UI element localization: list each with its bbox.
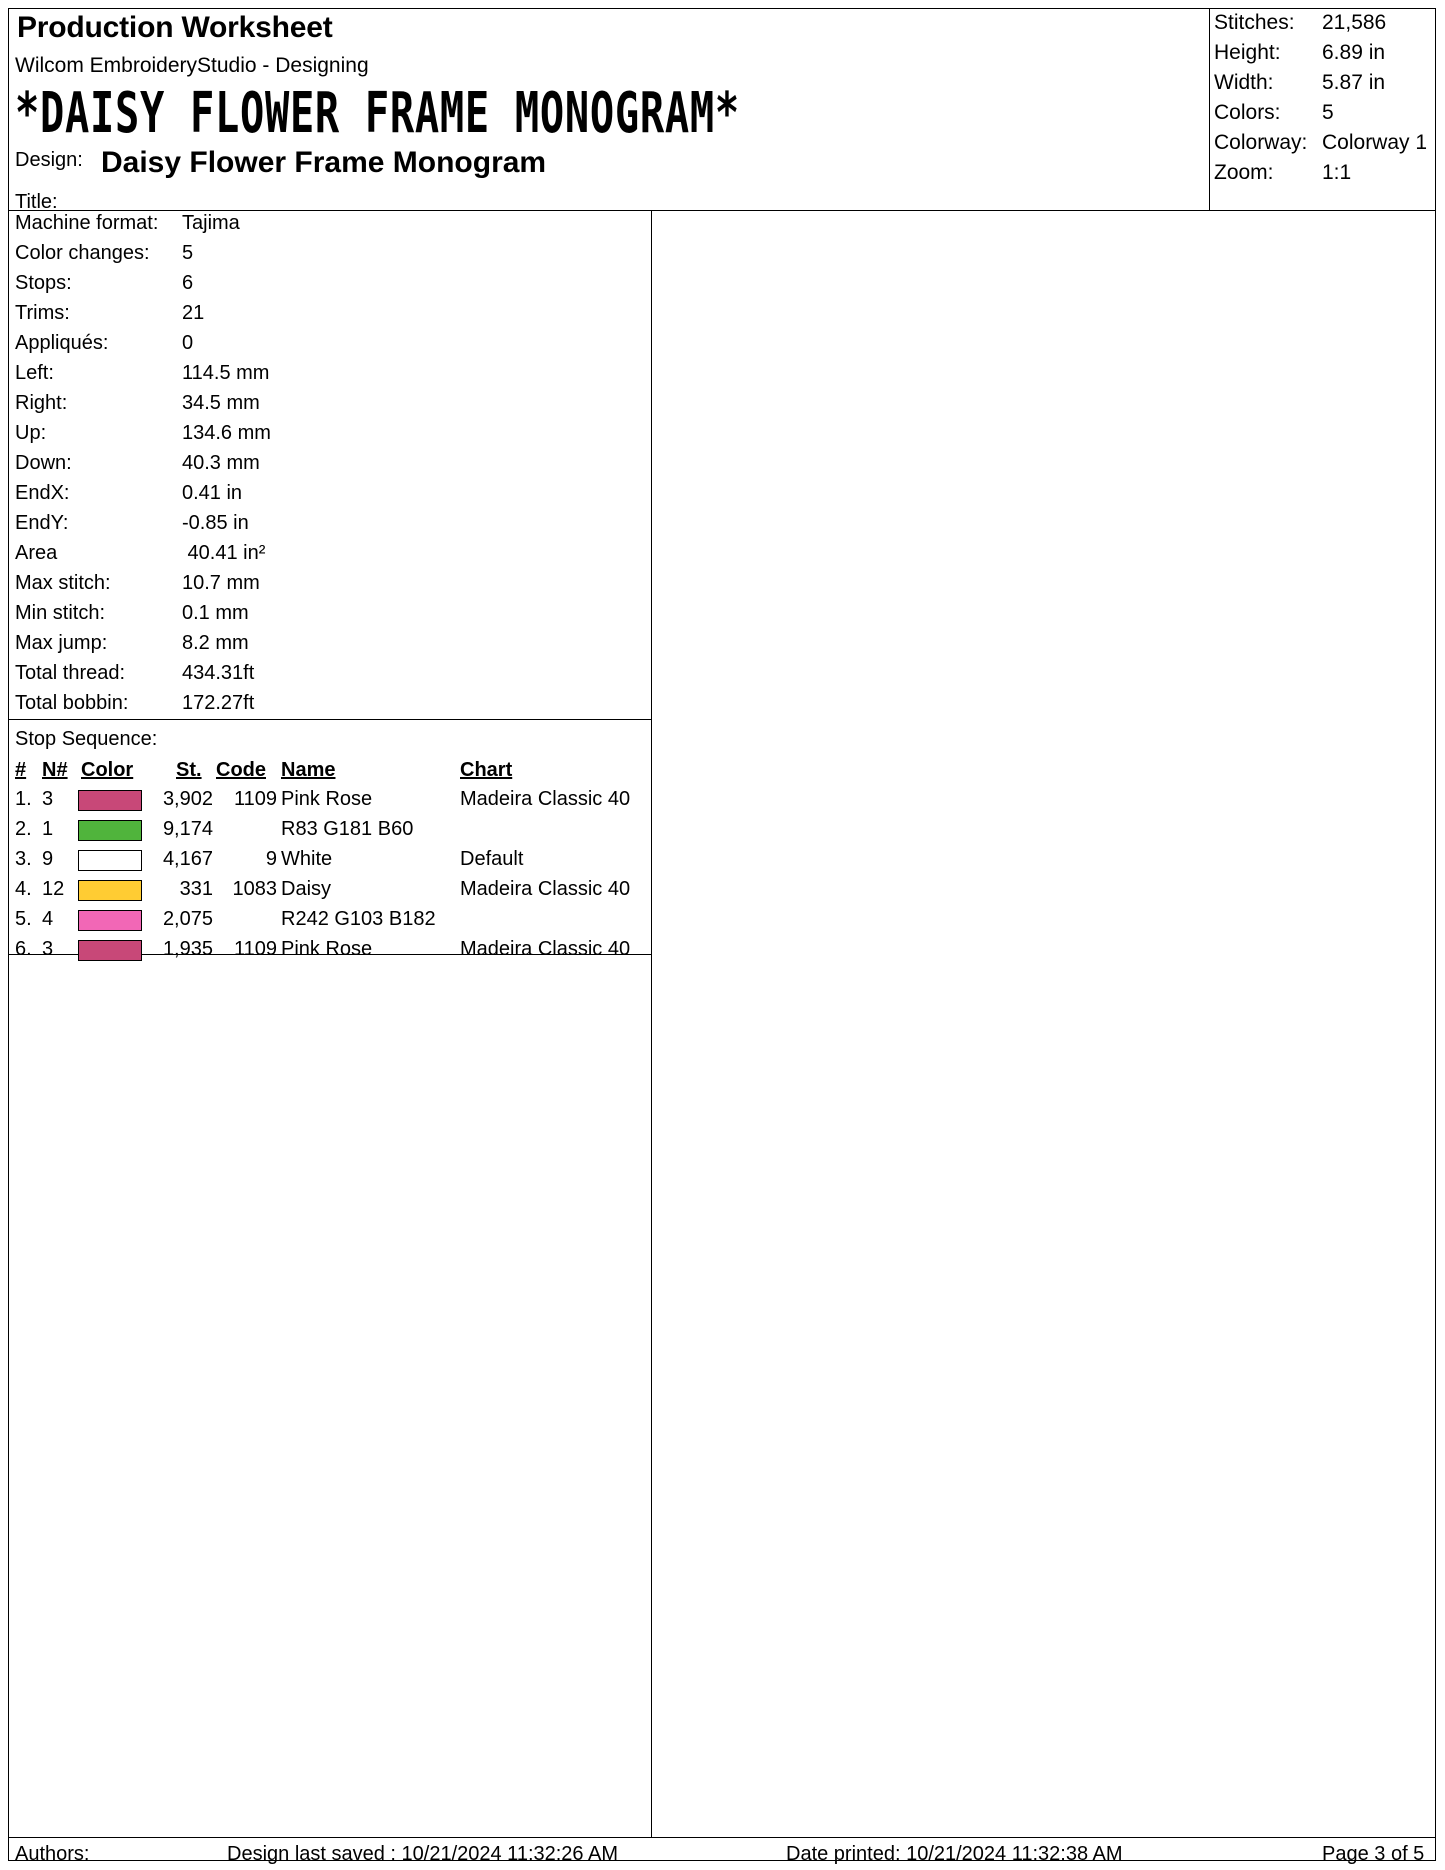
design-label: Design: — [15, 149, 83, 171]
header-stats-divider — [1209, 9, 1210, 211]
stat-value: 1:1 — [1322, 161, 1352, 184]
page-title: Production Worksheet — [17, 11, 333, 44]
info-label: Up: — [15, 422, 47, 444]
row-chart: Default — [460, 848, 524, 870]
info-label: Down: — [15, 452, 72, 474]
row-name: R83 G181 B60 — [281, 818, 414, 840]
row-index: 3. — [15, 848, 32, 870]
info-label: Machine format: — [15, 212, 159, 234]
stop-sequence-row — [9, 818, 649, 848]
row-stitches: 4,167 — [162, 848, 213, 870]
row-needle: 3 — [42, 938, 54, 960]
stat-value: 5.87 in — [1322, 71, 1386, 94]
worksheet-sheet — [8, 8, 1436, 1865]
color-swatch — [78, 820, 142, 841]
row-code: 1083 — [232, 878, 277, 900]
stop-sequence-row — [9, 938, 649, 968]
info-value: 10.7 mm — [182, 572, 260, 594]
row-needle: 4 — [42, 908, 54, 930]
col-header-chart: Chart — [460, 759, 513, 781]
design-file-name: *DAISY FLOWER FRAME MONOGRAM* — [15, 81, 740, 146]
info-bottom-rule — [9, 719, 651, 720]
stat-value: Colorway 1 — [1322, 131, 1428, 154]
row-code: 1109 — [233, 788, 277, 810]
info-label: Appliqués: — [15, 332, 109, 354]
row-index: 1. — [15, 788, 32, 810]
row-index: 2. — [15, 818, 32, 840]
info-label: Right: — [15, 392, 68, 414]
info-value: 40.41 in² — [182, 542, 266, 564]
color-swatch — [78, 940, 142, 961]
stop-sequence-row — [9, 878, 649, 908]
col-header-index: # — [15, 759, 27, 781]
info-label: EndX: — [15, 482, 70, 504]
stat-value: 6.89 in — [1322, 41, 1386, 64]
stop-sequence-row — [9, 788, 649, 818]
col-header-stitches: St. — [176, 759, 202, 781]
row-name: Pink Rose — [281, 788, 373, 810]
stop-sequence-label: Stop Sequence: — [15, 728, 158, 750]
footer-page-number: Page 3 of 5 — [1322, 1843, 1425, 1865]
header-bottom-rule — [9, 210, 1435, 211]
color-swatch — [78, 910, 142, 931]
row-needle: 3 — [42, 788, 54, 810]
info-value: 114.5 mm — [182, 362, 270, 384]
stat-label: Width: — [1214, 71, 1274, 94]
row-chart: Madeira Classic 40 — [460, 938, 631, 960]
stop-sequence-row — [9, 908, 649, 938]
row-name: R242 G103 B182 — [281, 908, 436, 930]
info-value: 34.5 mm — [182, 392, 260, 414]
info-value: 5 — [182, 242, 194, 264]
info-label: Total bobbin: — [15, 692, 129, 714]
info-value: 434.31ft — [182, 662, 255, 684]
row-name: White — [281, 848, 333, 870]
col-header-color: Color — [81, 759, 134, 781]
info-label: EndY: — [15, 512, 69, 534]
row-index: 4. — [15, 878, 32, 900]
footer-authors: Authors: — [15, 1843, 90, 1865]
info-label: Left: — [15, 362, 54, 384]
stat-label: Height: — [1214, 41, 1281, 64]
info-label: Max jump: — [15, 632, 108, 654]
color-swatch — [78, 790, 142, 811]
info-label: Trims: — [15, 302, 70, 324]
info-value: 172.27ft — [182, 692, 255, 714]
col-header-code: Code — [216, 759, 266, 781]
row-name: Pink Rose — [281, 938, 373, 960]
info-label: Total thread: — [15, 662, 126, 684]
info-value: 40.3 mm — [182, 452, 260, 474]
row-index: 5. — [15, 908, 32, 930]
stop-sequence-row — [9, 848, 649, 878]
row-chart: Madeira Classic 40 — [460, 788, 631, 810]
stat-label: Stitches: — [1214, 11, 1295, 34]
stat-value: 5 — [1322, 101, 1334, 124]
row-stitches: 331 — [179, 878, 213, 900]
app-name: Wilcom EmbroideryStudio - Designing — [15, 54, 369, 77]
stat-value: 21,586 — [1322, 11, 1387, 34]
color-swatch — [78, 880, 142, 901]
row-code: 1109 — [233, 938, 277, 960]
row-code: 9 — [265, 848, 277, 870]
column-divider — [651, 210, 652, 1838]
info-value: 6 — [182, 272, 194, 294]
footer-top-rule — [9, 1837, 1435, 1838]
info-value: 0 — [182, 332, 194, 354]
info-label: Stops: — [15, 272, 72, 294]
row-stitches: 3,902 — [162, 788, 213, 810]
footer-last-saved: Design last saved : 10/21/2024 11:32:26 AM — [227, 1843, 619, 1865]
row-needle: 1 — [42, 818, 54, 840]
footer-date-printed: Date printed: 10/21/2024 11:32:38 AM — [786, 1843, 1123, 1865]
col-header-needle: N# — [42, 759, 68, 781]
info-value: 134.6 mm — [182, 422, 271, 444]
stat-label: Colorway: — [1214, 131, 1308, 154]
info-value: 8.2 mm — [182, 632, 249, 654]
stat-label: Colors: — [1214, 101, 1281, 124]
row-index: 6. — [15, 938, 32, 960]
row-stitches: 2,075 — [162, 908, 213, 930]
stat-label: Zoom: — [1214, 161, 1274, 184]
row-needle: 12 — [42, 878, 65, 900]
title-label: Title: — [15, 191, 58, 213]
info-value: 0.1 mm — [182, 602, 249, 624]
col-header-name: Name — [281, 759, 336, 781]
design-name: Daisy Flower Frame Monogram — [101, 146, 547, 179]
color-swatch — [78, 850, 142, 871]
info-label: Area — [15, 542, 58, 564]
row-needle: 9 — [42, 848, 54, 870]
row-stitches: 9,174 — [162, 818, 213, 840]
info-label: Color changes: — [15, 242, 150, 264]
info-label: Max stitch: — [15, 572, 111, 594]
info-value: 0.41 in — [182, 482, 243, 504]
info-value: 21 — [182, 302, 205, 324]
info-value: -0.85 in — [182, 512, 249, 534]
info-value: Tajima — [182, 212, 240, 234]
info-label: Min stitch: — [15, 602, 106, 624]
row-chart: Madeira Classic 40 — [460, 878, 631, 900]
row-name: Daisy — [281, 878, 332, 900]
row-stitches: 1,935 — [162, 938, 213, 960]
